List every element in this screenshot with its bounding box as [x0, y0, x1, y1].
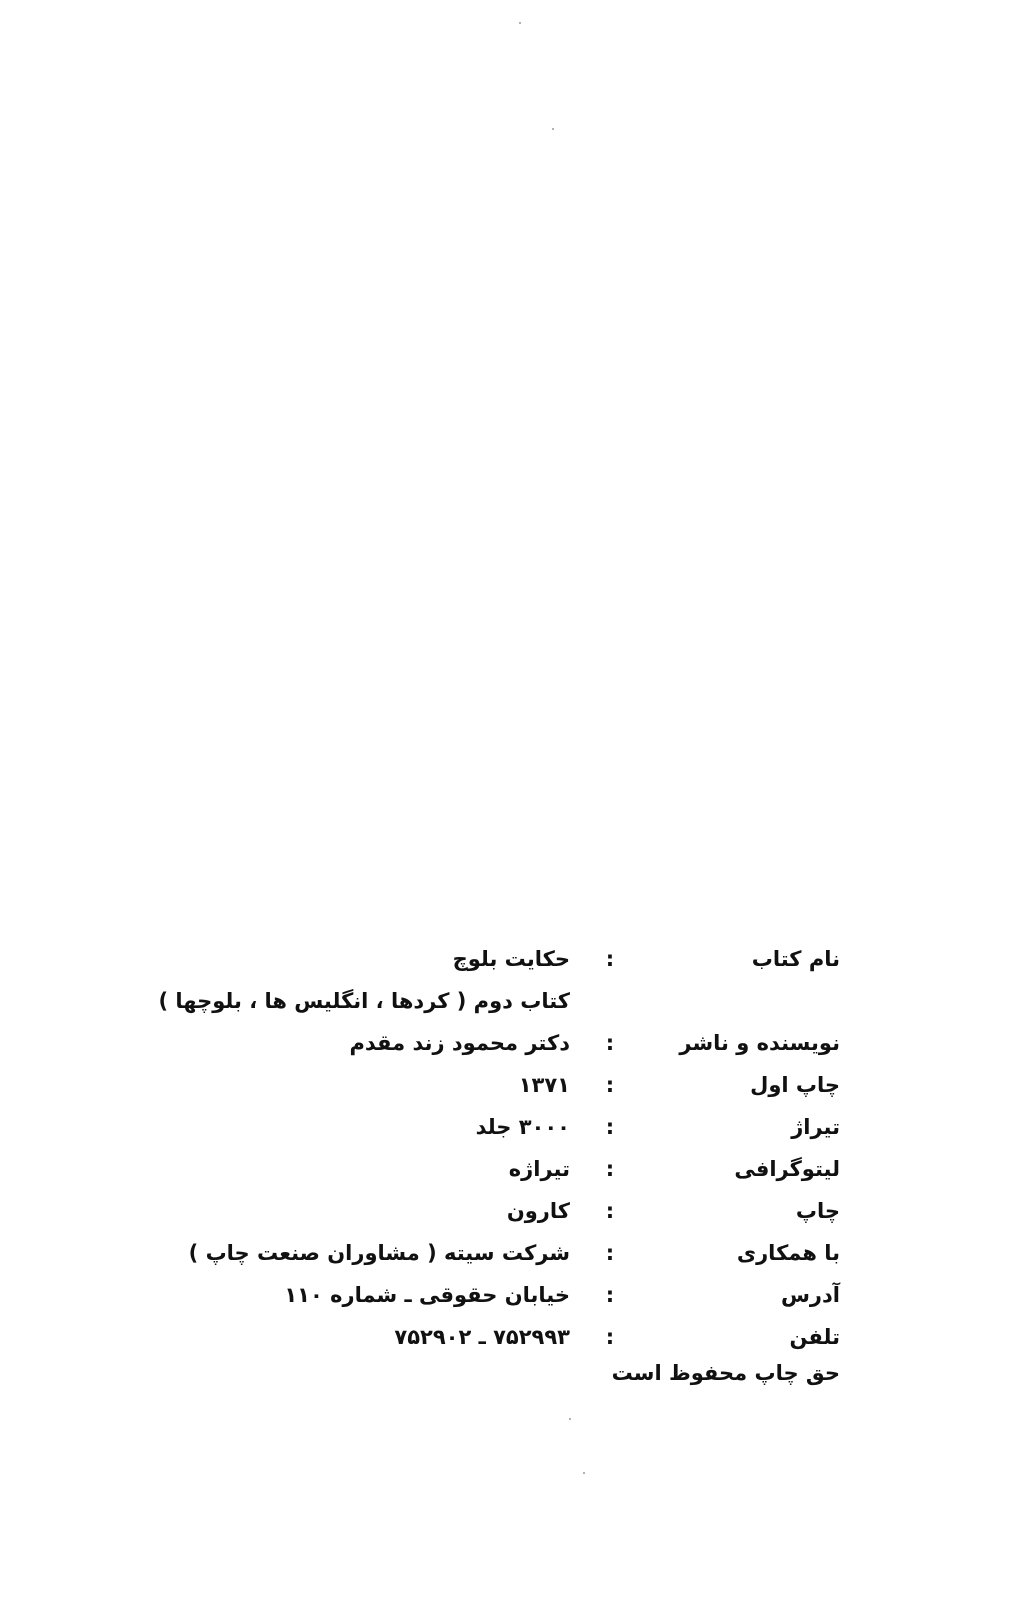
row-value: کارون: [506, 1199, 570, 1223]
row-value: شرکت سیته ( مشاوران صنعت چاپ ): [188, 1241, 570, 1265]
copyright-notice: حق چاپ محفوظ است: [611, 1361, 840, 1385]
row-value: ۱۳۷۱: [518, 1073, 570, 1097]
colophon-row-edition: [60, 1064, 840, 1106]
scan-speck: [552, 128, 554, 130]
row-value: دکتر محمود زند مقدم: [349, 1031, 570, 1055]
row-colon: :: [605, 1073, 615, 1097]
row-value: کتاب دوم ( کردها ، انگلیس ها ، بلوچها ): [158, 989, 570, 1013]
row-colon: :: [605, 947, 615, 971]
row-label: چاپ: [795, 1199, 840, 1223]
row-label: تیراژ: [791, 1115, 840, 1139]
colophon-row-lithography: [60, 1148, 840, 1190]
row-value: تیراژه: [508, 1157, 570, 1181]
scan-speck: [569, 1418, 571, 1420]
row-colon: :: [605, 1199, 615, 1223]
row-label: آدرس: [780, 1283, 840, 1307]
colophon-row-author: [60, 1022, 840, 1064]
row-colon: :: [605, 1031, 615, 1055]
colophon-row-collaboration: [60, 1232, 840, 1274]
colophon-row-subtitle: [60, 980, 840, 1022]
row-value: حکایت بلوچ: [452, 947, 570, 971]
row-colon: :: [605, 1241, 615, 1265]
row-colon: :: [605, 1283, 615, 1307]
colophon-block: [60, 938, 840, 1358]
row-label: تلفن: [789, 1325, 840, 1349]
colophon-row-title: [60, 938, 840, 980]
row-label: نام کتاب: [751, 947, 840, 971]
scan-speck: [519, 22, 521, 24]
row-value: ۳۰۰۰ جلد: [475, 1115, 570, 1139]
row-label: نویسنده و ناشر: [679, 1031, 840, 1055]
row-colon: :: [605, 1115, 615, 1139]
row-colon: :: [605, 1157, 615, 1181]
row-colon: :: [605, 1325, 615, 1349]
row-value: ۷۵۲۹۹۳ ـ ۷۵۲۹۰۲: [394, 1325, 570, 1349]
row-value: خیابان حقوقی ـ شماره ۱۱۰: [284, 1283, 570, 1307]
colophon-row-address: [60, 1274, 840, 1316]
row-label: چاپ اول: [750, 1073, 840, 1097]
colophon-row-printing: [60, 1190, 840, 1232]
row-label: با همکاری: [736, 1241, 840, 1265]
colophon-row-print-run: [60, 1106, 840, 1148]
scan-speck: [583, 1472, 585, 1474]
row-label: لیتوگرافی: [734, 1157, 840, 1181]
